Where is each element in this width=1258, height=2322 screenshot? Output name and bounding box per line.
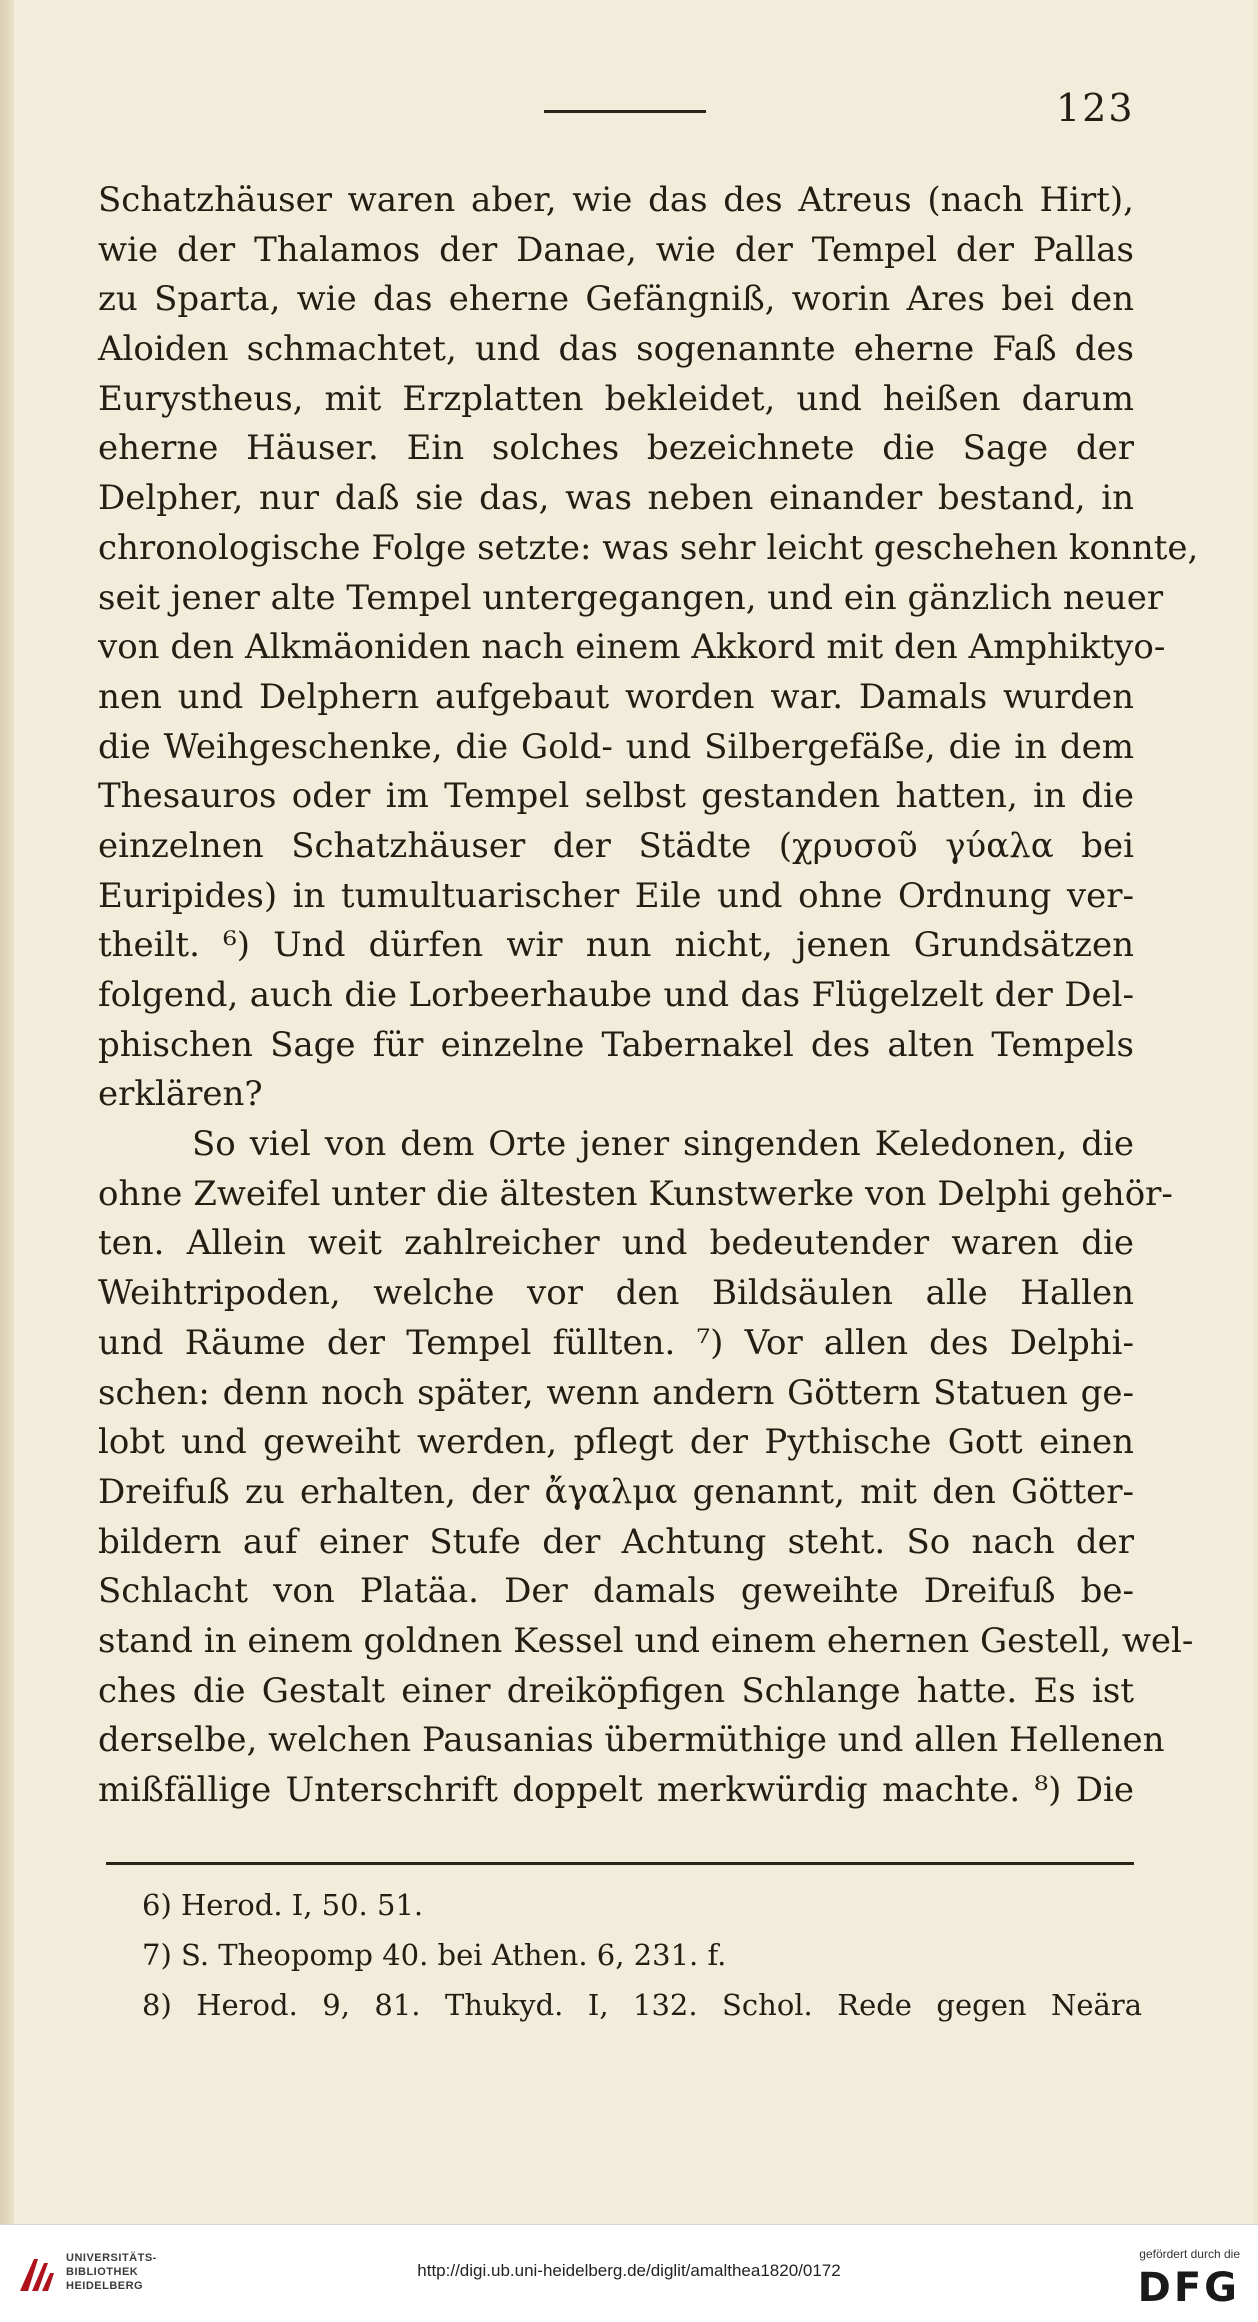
text-line: wie der Thalamos der Danae, wie der Tempel der Pallas (98, 229, 1134, 270)
footnote: 6) Herod. I, 50. 51. (142, 1888, 424, 1922)
footnote: 8) Herod. 9, 81. Thukyd. I, 132. Schol. Rede gegen Neära (142, 1988, 1142, 2022)
text-line: theilt. ⁶) Und dürfen wir nun nicht, jenen Grundsätzen (98, 925, 1134, 966)
footnote-rule (106, 1862, 1134, 1865)
book-page (14, 0, 1254, 2224)
viewer-footer (0, 2224, 1258, 2322)
dfg-logo: DFG (1137, 2265, 1240, 2311)
text-line: seit jener alte Tempel untergegangen, und ein gänzlich neuer (98, 577, 1164, 618)
text-line: So viel von dem Orte jener singenden Keledonen, die (192, 1124, 1134, 1165)
library-name-line: BIBLIOTHEK (66, 2266, 139, 2278)
text-line: Euripides) in tumultuarischer Eile und ohne Ordnung ver- (98, 875, 1134, 916)
text-line: bildern auf einer Stufe der Achtung steht. So nach der (98, 1521, 1134, 1562)
header-rule (544, 110, 706, 113)
text-line: einzelnen Schatzhäuser der Städte (χρυσοῦ γύαλα bei (98, 825, 1134, 866)
text-line: chronologische Folge setzte: was sehr leicht geschehen konnte, (98, 527, 1199, 568)
text-line: und Räume der Tempel füllten. ⁷) Vor allen des Delphi- (98, 1322, 1134, 1363)
text-line: mißfällige Unterschrift doppelt merkwürdig machte. ⁸) Die (98, 1770, 1134, 1810)
text-line: Aloiden schmachtet, und das sogenannte eherne Faß des (98, 329, 1134, 370)
text-line: Weihtripoden, welche vor den Bildsäulen alle Hallen (98, 1273, 1134, 1314)
text-line: Schatzhäuser waren aber, wie das des Atreus (nach Hirt), (98, 180, 1134, 220)
text-line: nen und Delphern aufgebaut worden war. Damals wurden (98, 676, 1134, 717)
text-line: Schlacht von Platäa. Der damals geweihte Dreifuß be- (98, 1571, 1134, 1612)
text-line: von den Alkmäoniden nach einem Akkord mit den Amphiktyo- (98, 627, 1166, 668)
text-line: derselbe, welchen Pausanias übermüthige und allen Hellenen (98, 1720, 1165, 1761)
permalink-url[interactable]: http://digi.ub.uni-heidelberg.de/diglit/amalthea1820/0172 (417, 2261, 841, 2280)
body-text (98, 176, 1199, 1816)
footnotes (142, 1880, 1142, 2030)
funded-by-label: gefördert durch die (1139, 2247, 1240, 2261)
footnote: 7) S. Theopomp 40. bei Athen. 6, 231. f. (142, 1938, 727, 1972)
text-line: erklären? (98, 1074, 263, 1115)
text-line: folgend, auch die Lorbeerhaube und das Flügelzelt der Del- (98, 975, 1134, 1015)
text-line: eherne Häuser. Ein solches bezeichnete die Sage der (98, 428, 1134, 469)
library-name-line: UNIVERSITÄTS- (66, 2252, 157, 2264)
page-number: 123 (1056, 86, 1135, 130)
text-line: ohne Zweifel unter die ältesten Kunstwerke von Delphi gehör- (98, 1173, 1173, 1214)
text-line: zu Sparta, wie das eherne Gefängniß, worin Ares bei den (98, 279, 1134, 320)
text-line: Delpher, nur daß sie das, was neben einander bestand, in (98, 478, 1134, 519)
text-line: Dreifuß zu erhalten, der ἄγαλμα genannt, mit den Götter- (98, 1471, 1134, 1512)
library-name-line: HEIDELBERG (66, 2280, 144, 2292)
text-line: Thesauros oder im Tempel selbst gestanden hatten, in die (98, 776, 1134, 817)
text-line: ches die Gestalt einer dreiköpfigen Schlange hatte. Es ist (98, 1670, 1134, 1711)
text-line: die Weihgeschenke, die Gold- und Silbergefäße, die in dem (98, 726, 1134, 767)
text-line: Eurystheus, mit Erzplatten bekleidet, und heißen darum (98, 378, 1134, 419)
text-line: stand in einem goldnen Kessel und einem ehernen Gestell, wel- (98, 1620, 1194, 1661)
text-line: schen: denn noch später, wenn andern Göttern Statuen ge- (98, 1372, 1134, 1413)
text-line: lobt und geweiht werden, pflegt der Pythische Gott einen (98, 1422, 1134, 1463)
text-line: ten. Allein weit zahlreicher und bedeutender waren die (98, 1223, 1134, 1264)
text-line: phischen Sage für einzelne Tabernakel des alten Tempels (98, 1024, 1134, 1065)
